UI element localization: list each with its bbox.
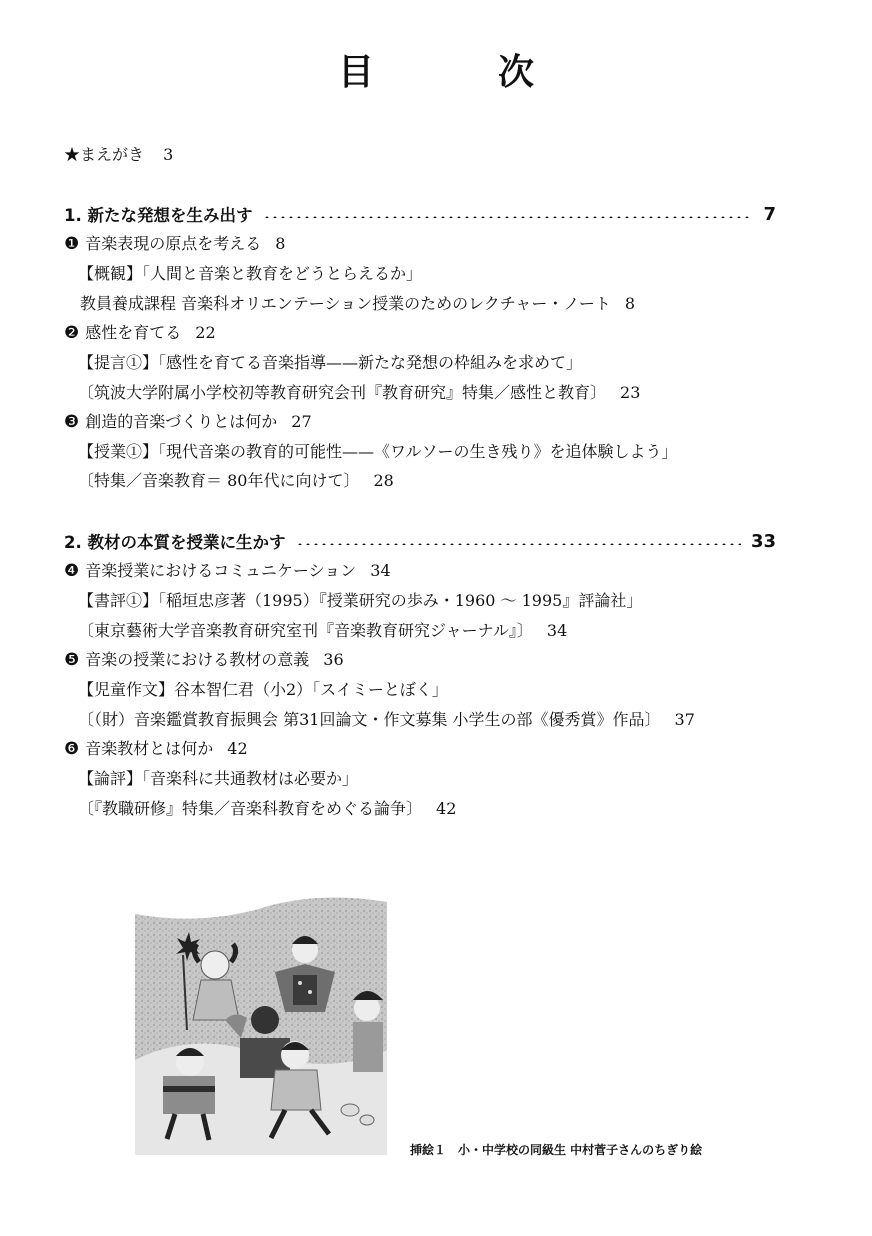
section-title: 2. 教材の本質を授業に生かす xyxy=(64,533,286,552)
entry-title: 音楽表現の原点を考える xyxy=(85,234,262,253)
toc-entry[interactable] xyxy=(64,649,344,671)
entry-title: 音楽教材とは何か xyxy=(85,739,214,758)
foreword-label: ★まえがき xyxy=(64,145,145,164)
toc-subentry xyxy=(78,263,422,285)
entry-page: 36 xyxy=(323,650,344,669)
foreword-entry[interactable] xyxy=(64,144,173,166)
chapter-number: ❹ xyxy=(64,561,80,581)
toc-subentry xyxy=(78,620,567,642)
toc-entry[interactable] xyxy=(64,411,312,433)
chapter-number: ❸ xyxy=(64,412,80,432)
subentry-text: 【提言①】「感性を育てる音楽指導——新たな発想の枠組みを求めて」 xyxy=(78,353,583,372)
entry-page: 23 xyxy=(620,383,641,402)
subentry-text: 〔特集／音楽教育＝ 80年代に向けて〕 xyxy=(78,471,360,490)
toc-entry[interactable] xyxy=(64,738,248,760)
entry-page: 22 xyxy=(195,323,216,342)
entry-title: 音楽の授業における教材の意義 xyxy=(85,650,310,669)
subentry-text: 〔筑波大学附属小学校初等教育研究会刊『教育研究』特集／感性と教育〕 xyxy=(78,383,607,402)
chapter-number: ❺ xyxy=(64,650,80,670)
toc-subentry xyxy=(78,382,640,404)
entry-page: 37 xyxy=(674,710,695,729)
section-title: 1. 新たな発想を生み出す xyxy=(64,206,253,225)
toc-subentry xyxy=(80,293,635,315)
entry-page: 42 xyxy=(227,739,248,758)
entry-page: 34 xyxy=(370,561,391,580)
leader-dots xyxy=(296,543,741,545)
toc-entry[interactable] xyxy=(64,233,285,255)
subentry-text: 〔東京藝術大学音楽教育研究室刊『音楽教育研究ジャーナル』〕 xyxy=(78,621,533,640)
section-heading[interactable] xyxy=(64,202,776,226)
entry-title: 創造的音楽づくりとは何か xyxy=(85,412,278,431)
toc-subentry xyxy=(78,441,678,463)
toc-subentry xyxy=(78,768,358,790)
subentry-text: 〔『教職研修』特集／音楽科教育をめぐる論争〕 xyxy=(78,799,423,818)
entry-page: 42 xyxy=(436,799,457,818)
illustration-collage xyxy=(135,880,387,1155)
toc-subentry xyxy=(78,470,394,492)
toc-subentry xyxy=(78,679,448,701)
subentry-text: 【児童作文】谷本智仁君（小2）「スイミーとぼく」 xyxy=(78,680,448,699)
entry-page: 8 xyxy=(275,234,286,253)
toc-entry[interactable] xyxy=(64,322,216,344)
figure-caption: 挿絵１ 小・中学校の同級生 中村菅子さんのちぎり絵 xyxy=(410,1143,703,1157)
chapter-number: ❶ xyxy=(64,234,80,254)
page-title: 目 次 xyxy=(337,52,578,93)
collage-image xyxy=(135,880,387,1155)
chapter-number: ❻ xyxy=(64,739,80,759)
toc-subentry xyxy=(78,352,582,374)
entry-page: 8 xyxy=(624,294,636,313)
section-page: 33 xyxy=(750,530,776,552)
subentry-text: 【書評①】「稲垣忠彦著（1995）『授業研究の歩み・1960 〜 1995』評論社」 xyxy=(78,591,643,610)
foreword-page: 3 xyxy=(163,145,174,164)
toc-entry[interactable] xyxy=(64,560,391,582)
subentry-text: 【概観】「人間と音楽と教育をどうとらえるか」 xyxy=(78,264,423,283)
leader-dots xyxy=(263,216,754,218)
toc-subentry xyxy=(78,709,695,731)
subentry-text: 〔（財）音楽鑑賞教育振興会 第31回論文・作文募集 小学生の部《優秀賞》作品〕 xyxy=(78,710,661,729)
subentry-text: 【授業①】「現代音楽の教育的可能性——《ワルソーの生き残り》を追体験しよう」 xyxy=(78,442,678,461)
entry-page: 27 xyxy=(291,412,312,431)
subentry-text: 【論評】「音楽科に共通教材は必要か」 xyxy=(78,769,359,788)
subentry-text: 教員養成課程 音楽科オリエンテーション授業のためのレクチャー・ノート xyxy=(80,294,611,313)
entry-title: 感性を育てる xyxy=(85,323,182,342)
toc-subentry xyxy=(78,798,456,820)
entry-page: 28 xyxy=(373,471,394,490)
entry-title: 音楽授業におけるコミュニケーション xyxy=(85,561,357,580)
chapter-number: ❷ xyxy=(64,323,80,343)
toc-subentry xyxy=(78,590,642,612)
section-heading[interactable] xyxy=(64,529,776,553)
entry-page: 34 xyxy=(546,621,568,640)
section-page: 7 xyxy=(763,203,776,225)
